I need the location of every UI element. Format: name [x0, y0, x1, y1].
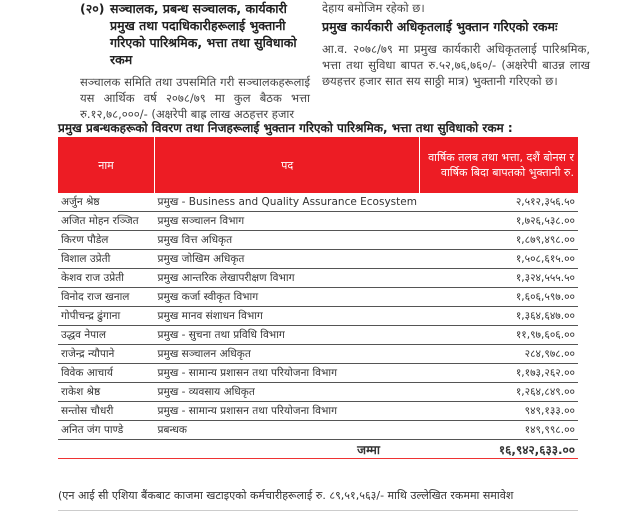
cell-name: सन्तोस चौधरी: [58, 402, 155, 421]
header-amount: वार्षिक तलब तथा भत्ता, दशैं बोनस र वार्षिक बिदा बापतको भुक्तानी रु.: [420, 137, 578, 193]
table-row: [58, 383, 578, 402]
cell-name: अनित जंग पाण्डे: [58, 421, 155, 440]
table-row: [58, 212, 578, 231]
cell-post: प्रबन्धक: [155, 421, 420, 440]
divider: [58, 510, 578, 511]
cell-post: प्रमुख - सामान्य प्रशासन तथा परियोजना विभाग: [155, 402, 420, 421]
table-header-row: [58, 137, 578, 193]
cell-amount: २८४,९७८.००: [420, 345, 578, 364]
footer-note: (एन आई सी एशिया बैंकबाट काजमा खटाइएको कर्मचारीहरूलाई रु. ८९,५१,५६३/- माथि उल्लेखित रकममा समावेश: [58, 489, 514, 502]
header-post: पद: [155, 137, 420, 193]
ceo-payment-heading: प्रमुख कार्यकारी अधिकृतलाई भुक्तान गरिएको रकमः: [322, 19, 558, 34]
cell-post: प्रमुख आन्तरिक लेखापरीक्षण विभाग: [155, 269, 420, 288]
cell-amount: १,८७९,४९८.००: [420, 231, 578, 250]
cell-name: गोपीचन्द्र ढुंगाना: [58, 307, 155, 326]
ceo-payment-paragraph: आ.व. २०७८/७९ मा प्रमुख कार्यकारी अधिकृतलाई पारिश्रमिक, भत्ता तथा सुविधा बापत रु.५२,७६,७६०/- (अक्षरेपी बाउन्न लाख छयहत्तर हजार सात सय साठ्ठी मात्र) भुक्तानी गरिएको छ।: [322, 42, 590, 88]
table-row: [58, 288, 578, 307]
cell-post: प्रमुख मानव संशाधन विभाग: [155, 307, 420, 326]
table-title: प्रमुख प्रबन्धकहरूको विवरण तथा निजहरूलाई भुक्तान गरिएको पारिश्रमिक, भत्ता तथा सुविधाको रकम :: [58, 121, 513, 135]
cell-name: विशाल उप्रेती: [58, 250, 155, 269]
table-row: [58, 364, 578, 383]
cell-amount: १,२६४,८४९.००: [420, 383, 578, 402]
cell-amount: १४९,९९८.००: [420, 421, 578, 440]
table-row: [58, 231, 578, 250]
cell-post: प्रमुख वित्त अधिकृत: [155, 231, 420, 250]
table-row: [58, 421, 578, 440]
cell-name: अजित मोहन रञ्जित: [58, 212, 155, 231]
cell-name: केशव राज उप्रेती: [58, 269, 155, 288]
cell-post: प्रमुख कर्जा स्वीकृत विभाग: [155, 288, 420, 307]
cell-name: उद्धव नेपाल: [58, 326, 155, 345]
section-heading: [80, 0, 310, 68]
cell-amount: १,६०६,५९७.००: [420, 288, 578, 307]
cell-post: प्रमुख - व्यवसाय अधिकृत: [155, 383, 420, 402]
cell-amount: ९४९,१३३.००: [420, 402, 578, 421]
table-row: [58, 402, 578, 421]
left-column: [80, 0, 310, 122]
cell-name: राजेन्द्र न्यौपाने: [58, 345, 155, 364]
table-row: [58, 250, 578, 269]
header-name: नाम: [58, 137, 155, 193]
total-label: जम्मा: [155, 440, 420, 459]
cell-amount: १,५०८,६१५.००: [420, 250, 578, 269]
table-row: [58, 193, 578, 212]
cell-name: विवेक आचार्य: [58, 364, 155, 383]
cell-name: राकेश श्रेष्ठ: [58, 383, 155, 402]
table-row: [58, 307, 578, 326]
cell-name: अर्जुन श्रेष्ठ: [58, 193, 155, 212]
right-column: [322, 0, 590, 89]
cell-post: प्रमुख जोखिम अधिकृत: [155, 250, 420, 269]
cell-amount: १,३६४,६४७.००: [420, 307, 578, 326]
cell-post: प्रमुख सञ्चालन अधिकृत: [155, 345, 420, 364]
cell-amount: १,३२४,५५५.५०: [420, 269, 578, 288]
cell-post: प्रमुख सञ्चालन विभाग: [155, 212, 420, 231]
cell-amount: १,७२६,५३८.००: [420, 212, 578, 231]
cell-name: विनोद राज खनाल: [58, 288, 155, 307]
cell-amount: २,५१२,३५६.५०: [420, 193, 578, 212]
total-row: [58, 440, 578, 459]
cell-amount: १,१७३,२६२.००: [420, 364, 578, 383]
table-row: [58, 345, 578, 364]
directors-allowance-paragraph: सञ्चालक समिति तथा उपसमिति गरी सञ्चालकहरूलाई यस आर्थिक वर्ष २०७८/७९ मा कुल बैठक भत्ता रु.१२,७८,०००/- (अक्षरेपी बाह्र लाख अठहत्तर हजार: [80, 75, 310, 121]
cell-amount: ११,९७,६०६.००: [420, 326, 578, 345]
table-row: [58, 326, 578, 345]
total-value: १६,९४२,६३३.००: [420, 440, 578, 459]
cell-post: प्रमुख - सुचना तथा प्रविधि विभाग: [155, 326, 420, 345]
table-row: [58, 269, 578, 288]
continued-text: देहाय बमोजिम रहेको छ।: [322, 1, 425, 15]
section-number: (२०): [80, 1, 105, 16]
cell-post: प्रमुख - सामान्य प्रशासन तथा परियोजना विभाग: [155, 364, 420, 383]
section-title: सञ्चालक, प्रबन्ध सञ्चालक, कार्यकारी प्रमुख तथा पदाधिकारीहरूलाई भुक्तानी गरिएको पारिश्रमिक, भत्ता तथा सुविधाको रकम: [110, 1, 297, 67]
managers-remuneration-table: [58, 137, 578, 459]
cell-blank: [58, 440, 155, 459]
cell-post: प्रमुख - Business and Quality Assurance Ecosystem: [155, 193, 420, 212]
cell-name: किरण पौडेल: [58, 231, 155, 250]
